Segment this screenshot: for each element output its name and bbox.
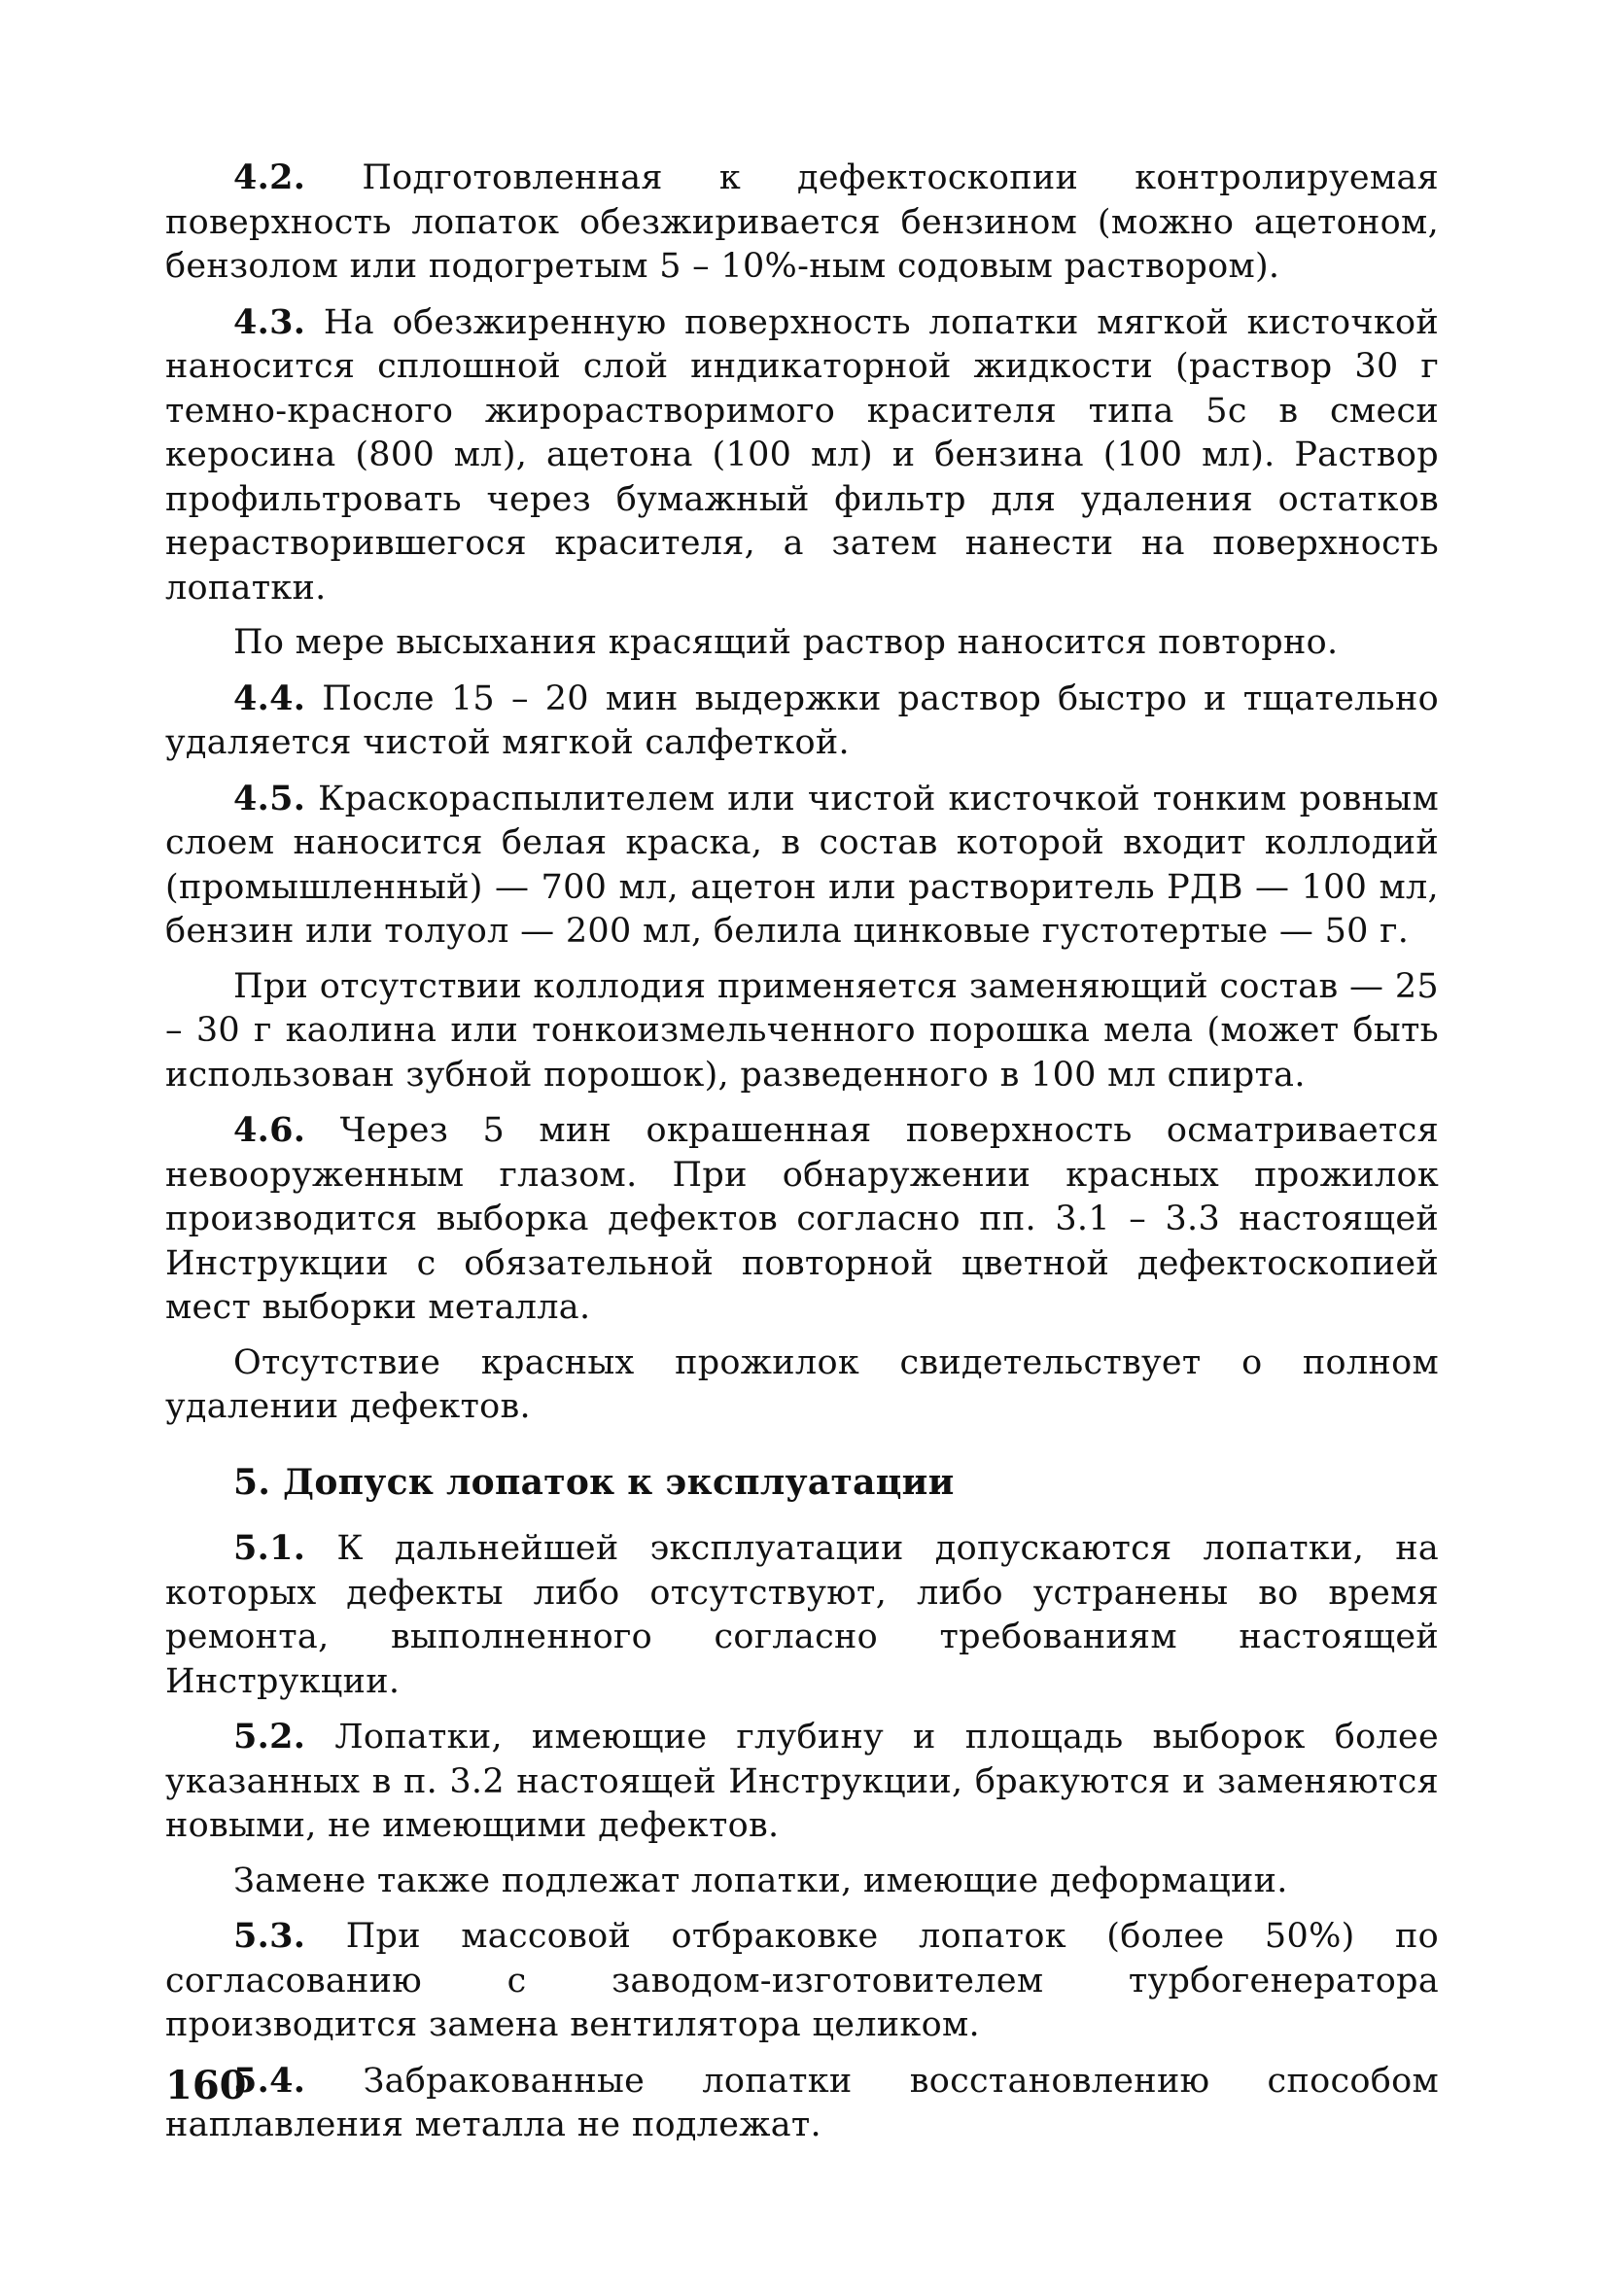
paragraph-text: На обезжиренную поверхность лопатки мягкой кисточкой наносится сплошной слой индикаторной жидкости (раствор 30 г темно-красного жирорастворимого красителя типа 5с в смеси керосина (800 мл), ацетона (100 мл) и бензина (100 мл). Раствор профильтровать через бумажный фильтр для удаления остатков нерастворившегося красителя, а затем нанести на поверхность лопатки. — [165, 302, 1439, 608]
clause-number: 4.5. — [233, 778, 306, 818]
paragraph-text: Забракованные лопатки восстановлению способом наплавления металла не подлежат. — [165, 2061, 1439, 2144]
paragraph-text: После 15 – 20 мин выдержки раствор быстро и тщательно удаляется чистой мягкой салфеткой. — [165, 678, 1439, 762]
paragraph-4-4 — [165, 677, 1439, 766]
paragraph-5-3 — [165, 1914, 1439, 2048]
section-heading: 5. Допуск лопаток к эксплуатации — [233, 1461, 955, 1503]
paragraph-5-2 — [165, 1715, 1439, 1849]
paragraph-reapply — [165, 621, 1439, 666]
paragraph-text: При отсутствии коллодия применяется заменяющий состав — 25 – 30 г каолина или тонкоизмельченного порошка мела (может быть использован зубной порошок), разведенного в 100 мл спирта. — [165, 966, 1439, 1095]
paragraph-text: Краскораспылителем или чистой кисточкой тонким ровным слоем наносится белая краска, в состав которой входит коллодий (промышленный) — 700 мл, ацетон или растворитель РДВ — 100 мл, бензин или толуол — 200 мл, белила цинковые густотертые — 50 г. — [165, 779, 1439, 951]
paragraph-4-5 — [165, 777, 1439, 955]
clause-number: 5.3. — [233, 1916, 306, 1956]
paragraph-text: По мере высыхания красящий раствор наносится повторно. — [233, 623, 1339, 662]
clause-number: 5.4. — [233, 2060, 306, 2101]
clause-number: 5.1. — [233, 1528, 306, 1568]
paragraph-5-1 — [165, 1526, 1439, 1704]
paragraph-text: При массовой отбраковке лопаток (более 50%) по согласованию с заводом-изготовителем турбогенератора производится замена вентилятора целиком. — [165, 1917, 1439, 2044]
clause-number: 4.6. — [233, 1110, 306, 1150]
clause-number: 5.2. — [233, 1717, 306, 1757]
paragraph-4-6 — [165, 1108, 1439, 1331]
paragraph-4-3 — [165, 300, 1439, 611]
paragraph-text: Отсутствие красных прожилок свидетельствует о полном удалении дефектов. — [165, 1342, 1439, 1426]
paragraph-text: Через 5 мин окрашенная поверхность осматривается невооруженным глазом. При обнаружении красных прожилок производится выборка дефектов согласно пп. 3.1 – 3.3 настоящей Инструкции с обязательной повторной цветной дефектоскопией мест выборки металла. — [165, 1111, 1439, 1327]
paragraph-4-2 — [165, 156, 1439, 290]
paragraph-text: Лопатки, имеющие глубину и площадь выборок более указанных в п. 3.2 настоящей Инструкции, бракуются и заменяются новыми, не имеющими дефектов. — [165, 1718, 1439, 1845]
document-page — [165, 156, 1439, 2159]
paragraph-5-4 — [165, 2059, 1439, 2148]
clause-number: 4.3. — [233, 301, 306, 342]
paragraph-no-defects — [165, 1341, 1439, 1430]
paragraph-text: Замене также подлежат лопатки, имеющие деформации. — [233, 1861, 1288, 1900]
paragraph-text: Подготовленная к дефектоскопии контролируемая поверхность лопаток обезжиривается бензином (можно ацетоном, бензолом или подогретым 5 – 10%-ным содовым раствором). — [165, 158, 1439, 286]
clause-number: 4.4. — [233, 678, 306, 718]
paragraph-collodion-substitute — [165, 965, 1439, 1098]
paragraph-text: К дальнейшей эксплуатации допускаются лопатки, на которых дефекты либо отсутствуют, либо устранены во время ремонта, выполненного согласно требованиям настоящей Инструкции. — [165, 1529, 1439, 1701]
paragraph-replacement — [165, 1860, 1439, 1904]
clause-number: 4.2. — [233, 157, 306, 197]
page-number: 160 — [165, 2063, 247, 2108]
